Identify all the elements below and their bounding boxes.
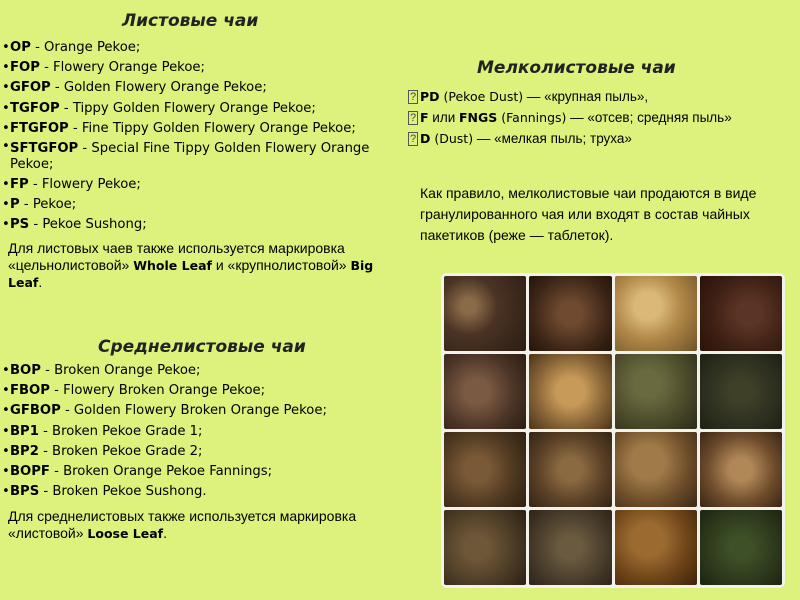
grade-description: - Broken Orange Pekoe Fannings; [49, 464, 273, 480]
grade-description: - Flowery Pekoe; [28, 177, 141, 193]
note-text: Для среднелистовых также используется маркировка «листовой» [8, 508, 357, 541]
grade-description: — «мелкая пыль; труха» [473, 131, 632, 146]
grade-description: - Flowery Orange Pekoe; [39, 60, 205, 76]
list-item [408, 86, 793, 107]
tea-photo [444, 510, 526, 585]
grade-code: FOP [10, 60, 40, 76]
tea-photo [615, 354, 697, 429]
list-item [408, 107, 793, 128]
grade-description: - Fine Tippy Golden Flowery Orange Pekoe; [68, 120, 356, 136]
tea-photo-grid [441, 273, 785, 588]
list-item [2, 482, 397, 502]
list-item [2, 442, 397, 462]
grade-code: TGFOP [10, 100, 60, 116]
list-item [2, 58, 397, 78]
note-term-loose-leaf: Loose Leaf [87, 526, 164, 541]
small-teas-heading: Мелколистовые чаи [477, 58, 676, 78]
list-item [2, 422, 397, 442]
grade-description: - Broken Orange Pekoe; [40, 363, 201, 378]
grade-description: - Pekoe Sushong; [29, 217, 147, 233]
tea-photo [444, 432, 526, 507]
tea-photo [529, 276, 611, 351]
note-term-whole-leaf: Whole Leaf [133, 258, 212, 273]
grade-abbreviation: (Dust) [430, 131, 474, 146]
leaf-teas-list [2, 38, 397, 236]
medium-teas-heading: Среднелистовые чаи [98, 337, 306, 357]
grade-code: D [420, 131, 431, 146]
grade-description: — «отсев; средняя пыль» [566, 110, 732, 125]
medium-teas-list [2, 361, 397, 502]
grade-code: P [10, 197, 20, 213]
grade-description: - Orange Pekoe; [30, 40, 141, 55]
grade-code: BPS [10, 484, 40, 500]
list-item [2, 462, 397, 482]
grade-code: SFTGFOP [10, 141, 79, 157]
grade-code: F [420, 110, 429, 125]
grade-code: PS [10, 217, 30, 233]
leaf-teas-note [8, 240, 393, 291]
list-item [2, 119, 397, 139]
grade-abbreviation: (Pekoe Dust) [439, 89, 524, 104]
grade-description: - Special Fine Tippy Golden Flowery Orange Pekoe; [10, 141, 370, 173]
small-teas-list [408, 86, 793, 149]
grade-code: BOP [10, 363, 41, 378]
tea-photo [615, 276, 697, 351]
grade-code: GFOP [10, 80, 51, 96]
tea-photo [615, 432, 697, 507]
note-term-big-leaf: Big Leaf [8, 258, 374, 290]
grade-connector: или [428, 110, 460, 125]
note-text: и «крупнолистовой» [211, 257, 351, 273]
tea-photo [700, 276, 782, 351]
tea-photo [700, 510, 782, 585]
tea-photo [529, 354, 611, 429]
list-item [2, 381, 397, 401]
grade-code: FBOP [10, 383, 50, 399]
list-item [2, 215, 397, 235]
grade-code: FTGFOP [10, 120, 69, 136]
grade-abbreviation: (Fannings) [497, 110, 567, 125]
list-item [2, 139, 397, 175]
grade-description: - Flowery Broken Orange Pekoe; [49, 383, 266, 399]
grade-code: BP2 [10, 443, 39, 459]
tea-photo [444, 276, 526, 351]
list-item [2, 38, 397, 58]
tea-photo [529, 510, 611, 585]
tea-photo [615, 510, 697, 585]
tea-photo [700, 432, 782, 507]
leaf-teas-heading: Листовые чаи [122, 11, 259, 31]
grade-code: BP1 [10, 423, 39, 439]
grade-description: - Broken Pekoe Grade 2; [38, 443, 203, 459]
list-item [2, 361, 397, 381]
grade-code: FNGS [459, 110, 498, 125]
grade-description: - Golden Flowery Orange Pekoe; [50, 80, 267, 96]
grade-description: - Pekoe; [19, 197, 77, 213]
grade-description: — «крупная пыль», [523, 89, 649, 104]
grade-description: - Tippy Golden Flowery Orange Pekoe; [59, 100, 316, 116]
list-item [2, 175, 397, 195]
list-item [2, 195, 397, 215]
list-item [2, 401, 397, 421]
grade-code: BOPF [10, 464, 50, 480]
list-item [2, 99, 397, 119]
list-item [2, 78, 397, 98]
medium-teas-note [8, 508, 393, 542]
grade-code: GFBOP [10, 403, 61, 419]
grade-code: PD [420, 89, 440, 104]
grade-code: FP [10, 177, 29, 193]
grade-code: OP [10, 40, 31, 55]
grade-description: - Golden Flowery Broken Orange Pekoe; [60, 403, 327, 419]
small-teas-note: Как правило, мелколистовые чаи продаются в виде гранулированного чая или входят в состав чайных пакетиков (реже — таблеток). [420, 185, 757, 243]
note-text: Для листовых чаев также используется маркировка «цельнолистовой» [8, 240, 345, 273]
list-item [408, 128, 793, 149]
grade-description: - Broken Pekoe Sushong. [39, 484, 207, 500]
note-text: . [163, 525, 168, 541]
tea-photo [529, 432, 611, 507]
tea-photo [700, 354, 782, 429]
tea-photo [444, 354, 526, 429]
grade-description: - Broken Pekoe Grade 1; [38, 423, 203, 439]
note-text: . [38, 274, 43, 290]
